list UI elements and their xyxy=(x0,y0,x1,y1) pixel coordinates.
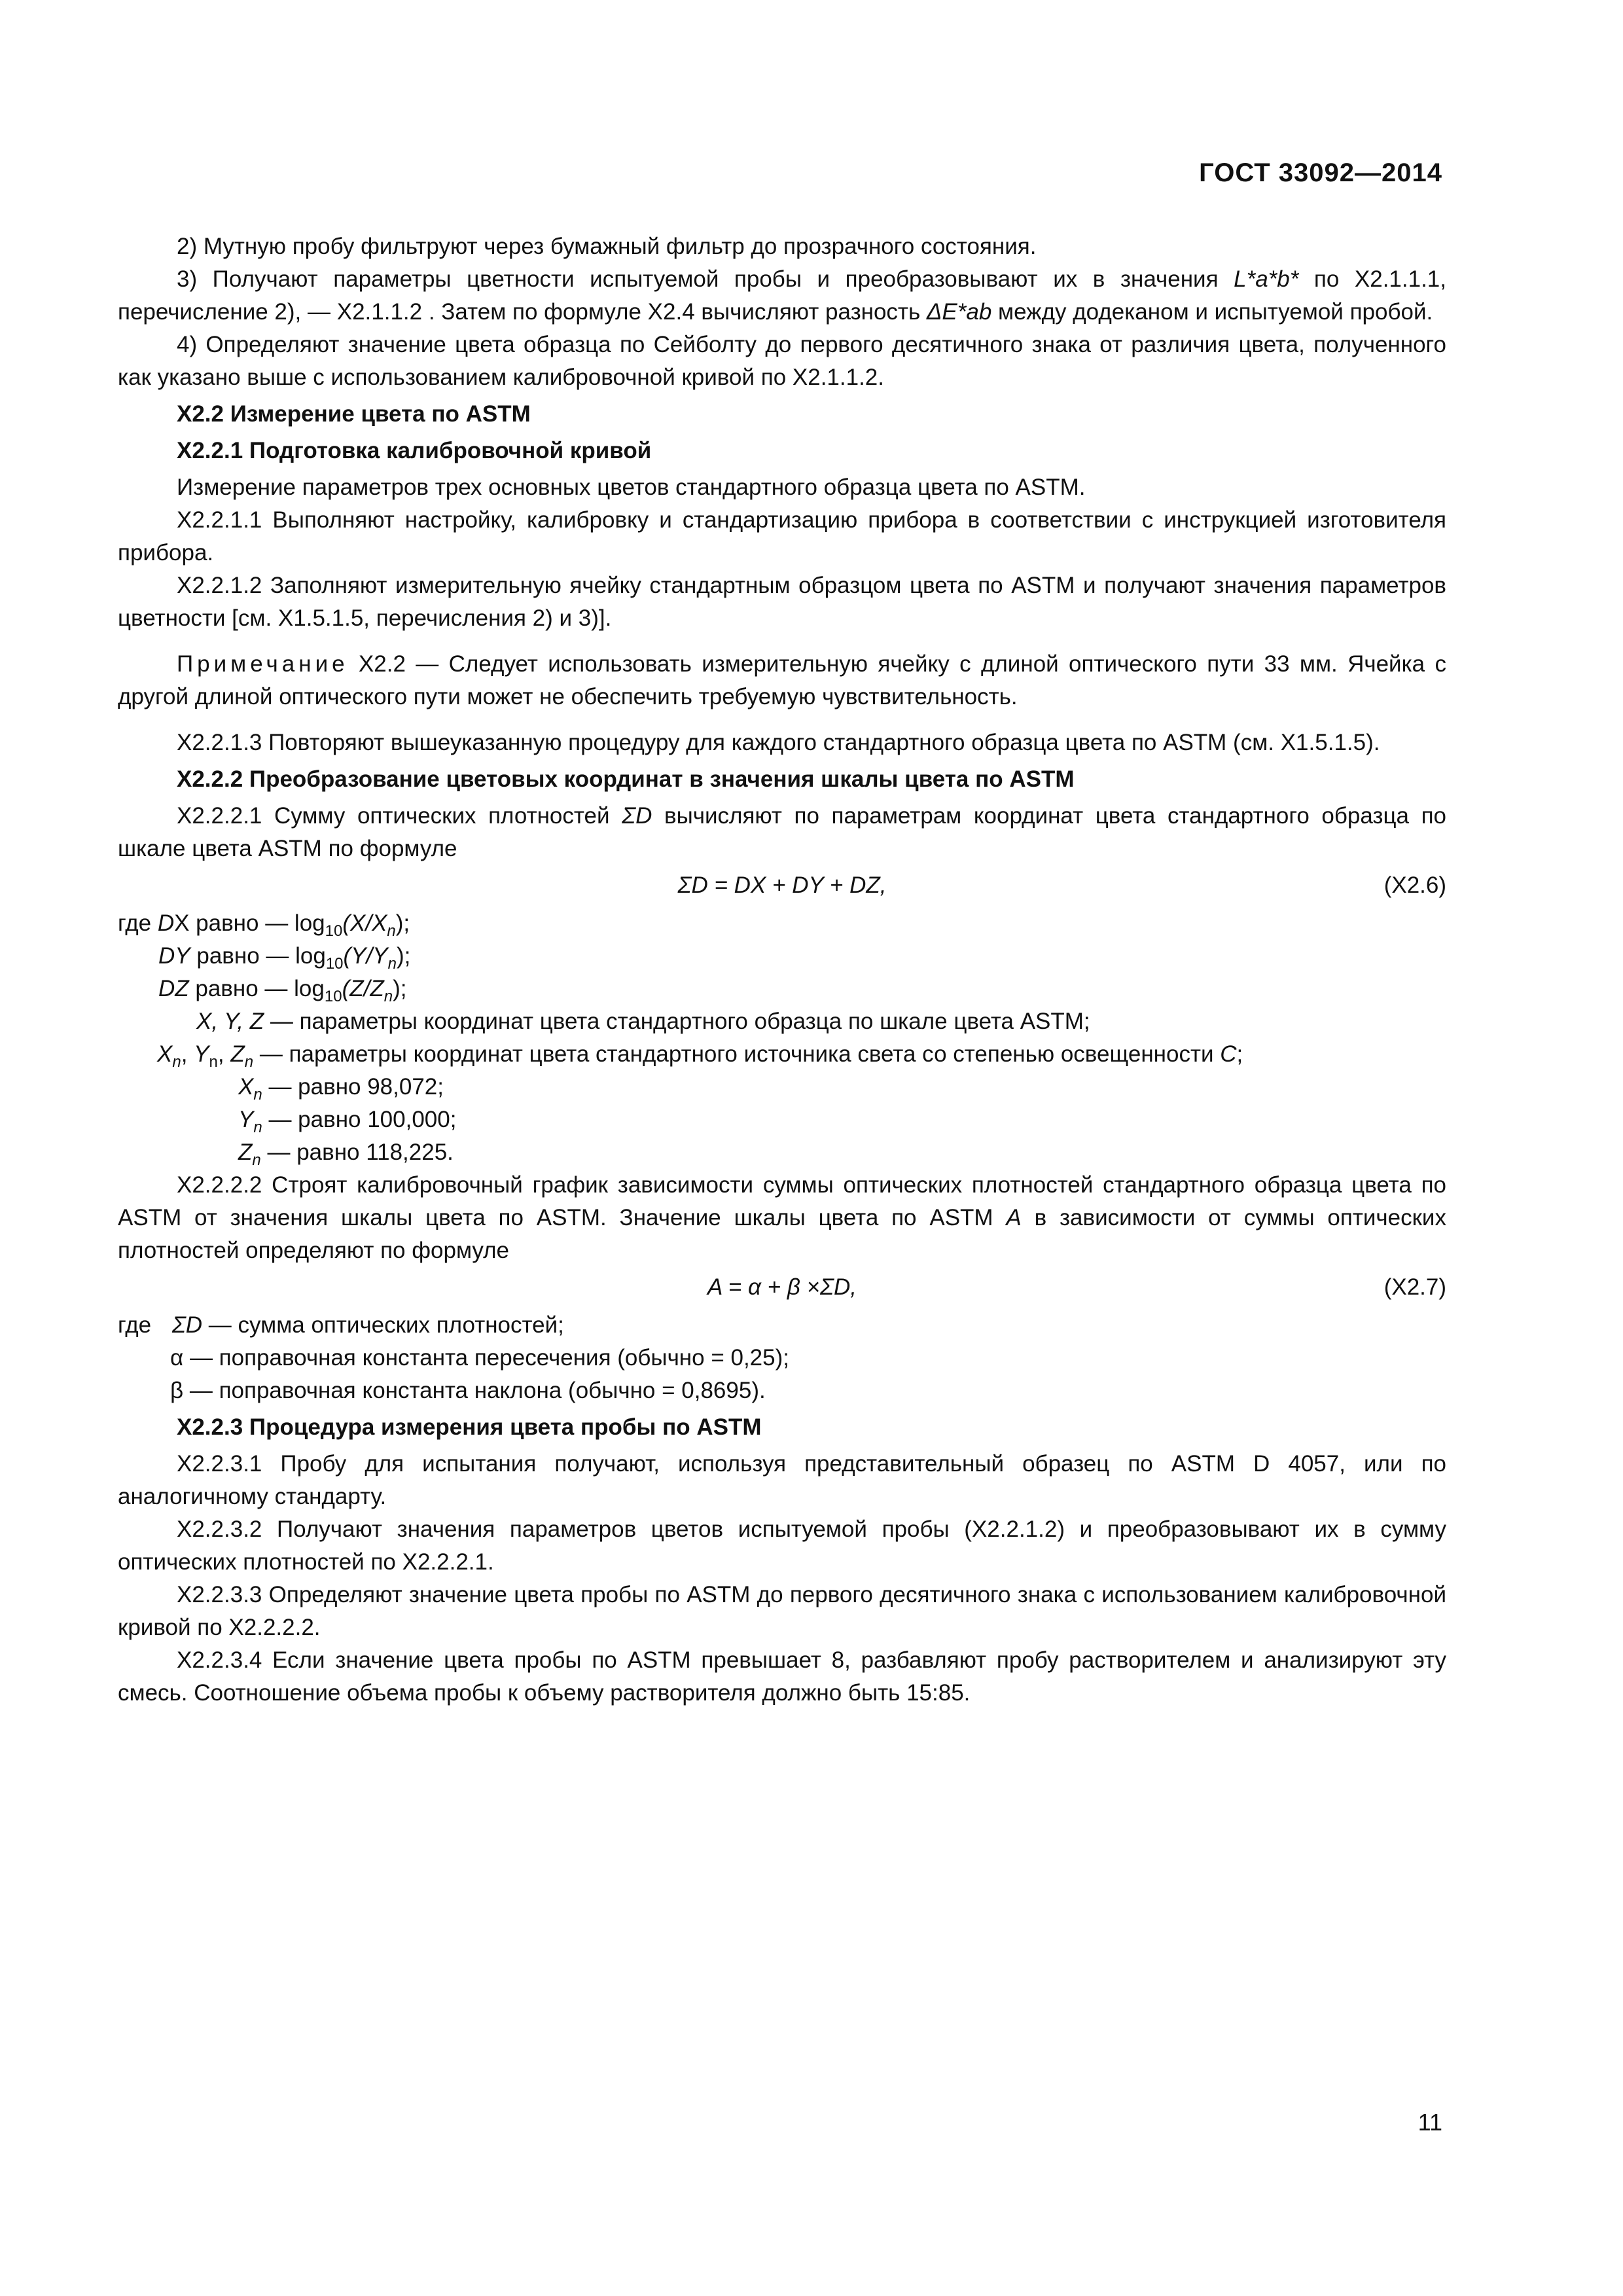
subscript: n xyxy=(383,988,393,1005)
delta-e-symbol: ΔE*ab xyxy=(926,299,992,325)
separator: , xyxy=(181,1041,194,1067)
paragraph-step-4: 4) Определяют значение цвета образца по Сейболту до первого десятичного знака от различия цвета, полученного как указано выше с использованием калибровочной кривой по X2.1.1.2. xyxy=(118,332,1446,390)
text-run: равно — log xyxy=(188,976,325,1001)
definitions-x2-7 xyxy=(118,1309,1446,1407)
subscript: n xyxy=(253,1119,262,1136)
text-run: по X2.1.1.1, перечисление 2), — X2.1.1.2 . Затем по формуле X2.4 вычисляют разность xyxy=(118,266,1446,325)
var: Y xyxy=(194,1041,209,1067)
page-number: 11 xyxy=(1418,2109,1442,2136)
text-run: где xyxy=(118,1312,158,1338)
text-run: в зависимости от суммы оптических плотностей определяют по формуле xyxy=(118,1205,1446,1263)
text-run: — параметры координат цвета стандартного источника света со степенью освещенности xyxy=(253,1041,1221,1067)
text-run: где xyxy=(118,910,158,936)
def-sum-d xyxy=(118,1309,1446,1342)
formula-number: (X2.6) xyxy=(1383,872,1446,898)
text-run: ); xyxy=(395,910,410,936)
var: ΣD xyxy=(171,1312,203,1338)
subscript: 10 xyxy=(324,988,342,1005)
def-xn-yn-zn xyxy=(118,1038,1446,1071)
formula-number: (X2.7) xyxy=(1383,1274,1446,1300)
paragraph-measurement: Измерение параметров трех основных цветов стандартного образца цвета по ASTM. xyxy=(177,475,1086,500)
formula-expression: A = α + β ×ΣD, xyxy=(707,1274,857,1300)
section-heading-x2-2-1: X2.2.1 Подготовка калибровочной кривой xyxy=(177,438,652,463)
a-symbol: A xyxy=(1006,1205,1022,1230)
paragraph-x2-2-1-3: X2.2.1.3 Повторяют вышеуказанную процедуру для каждого стандартного образца цвета по ASTM (см. X1.5.1.5). xyxy=(177,730,1380,755)
text-run: — равно 118,225. xyxy=(260,1139,454,1165)
section-heading-x2-2: X2.2 Измерение цвета по ASTM xyxy=(177,401,531,427)
subscript: n xyxy=(209,1053,218,1071)
def-yn-value xyxy=(118,1103,1446,1136)
text-run: между додеканом и испытуемой пробой. xyxy=(991,299,1433,325)
note-x2-2 xyxy=(118,648,1446,713)
text-run: 3) Получают параметры цветности испытуемой пробы и преобразовывают их в значения xyxy=(177,266,1234,292)
text-run: ); xyxy=(393,976,407,1001)
text-run: — равно 100,000; xyxy=(262,1107,457,1132)
paragraph-x2-2-3-4: X2.2.3.4 Если значение цвета пробы по ASTM превышает 8, разбавляют пробу растворителем и анализируют эту смесь. Соотношение объема пробы к объему растворителя должно быть 15:85. xyxy=(118,1647,1446,1706)
def-dx xyxy=(118,907,1446,940)
text-run: ); xyxy=(396,943,411,969)
subscript: 10 xyxy=(325,922,343,940)
subscript: n xyxy=(387,922,396,940)
text-run: — параметры координат цвета стандартного образца по шкале цвета ASTM; xyxy=(264,1009,1090,1034)
paragraph-x2-2-1-1: X2.2.1.1 Выполняют настройку, калибровку и стандартизацию прибора в соответствии с инструкцией изготовителя прибора. xyxy=(118,507,1446,565)
sum-d-symbol: ΣD xyxy=(622,803,652,829)
subscript: n xyxy=(252,1151,261,1169)
var: D xyxy=(157,910,175,936)
var: Z xyxy=(230,1041,245,1067)
var: X, Y, Z xyxy=(196,1009,264,1034)
subscript: n xyxy=(253,1086,262,1103)
def-alpha: α — поправочная константа пересечения (обычно = 0,25); xyxy=(170,1345,789,1371)
lab-symbol: L*a*b* xyxy=(1234,266,1299,292)
var: Y xyxy=(238,1107,254,1132)
var: X xyxy=(157,1041,173,1067)
subscript: n xyxy=(172,1053,181,1071)
document-body xyxy=(118,230,1446,1710)
def-dy xyxy=(118,940,1446,973)
text-run: X равно — log xyxy=(174,910,325,936)
text-run: — равно 98,072; xyxy=(262,1074,444,1100)
def-xn-value xyxy=(118,1071,1446,1103)
var: (Y/Y xyxy=(343,943,388,969)
var: C xyxy=(1220,1041,1237,1067)
formula-x2-6 xyxy=(118,869,1446,903)
section-heading-x2-2-2: X2.2.2 Преобразование цветовых координат в значения шкалы цвета по ASTM xyxy=(177,766,1075,792)
subscript: n xyxy=(244,1053,254,1071)
paragraph-step-2: 2) Мутную пробу фильтруют через бумажный фильтр до прозрачного состояния. xyxy=(177,234,1037,259)
text-run: X2.2.2.2 Строят калибровочный график зависимости суммы оптических плотностей стандартного образца цвета по ASTM от значения шкалы цвета по ASTM. Значение шкалы цвета по ASTM xyxy=(118,1172,1446,1230)
document-id-header: ГОСТ 33092—2014 xyxy=(1199,158,1442,187)
text-run: — сумма оптических плотностей; xyxy=(202,1312,564,1338)
def-xyz xyxy=(118,1005,1446,1038)
paragraph-x2-2-3-3: X2.2.3.3 Определяют значение цвета пробы по ASTM до первого десятичного знака с использованием калибровочной кривой по X2.2.2.2. xyxy=(118,1582,1446,1640)
def-beta: β — поправочная константа наклона (обычно = 0,8695). xyxy=(170,1378,766,1403)
subscript: 10 xyxy=(325,955,344,973)
paragraph-x2-2-2-2 xyxy=(118,1169,1446,1267)
text-run: X2.2.2.1 Сумму оптических плотностей xyxy=(177,803,622,829)
formula-x2-7 xyxy=(118,1271,1446,1305)
formula-expression: ΣD = DX + DY + DZ, xyxy=(677,872,887,898)
paragraph-x2-2-1-2: X2.2.1.2 Заполняют измерительную ячейку стандартным образцом цвета по ASTM и получают значения параметров цветности [см. X1.5.1.5, перечисления 2) и 3)]. xyxy=(118,573,1446,631)
def-zn-value xyxy=(118,1136,1446,1169)
note-text: X2.2 — Следует использовать измерительную ячейку с длиной оптического пути 33 мм. Ячейка с другой длиной оптического пути может не обеспечить требуемую чувствительность. xyxy=(118,651,1446,709)
var: X xyxy=(238,1074,254,1100)
paragraph-x2-2-2-1 xyxy=(118,800,1446,865)
separator: , xyxy=(217,1041,231,1067)
subscript: n xyxy=(387,955,397,973)
text-run: ; xyxy=(1236,1041,1243,1067)
paragraph-x2-2-3-1: X2.2.3.1 Пробу для испытания получают, используя представительный образец по ASTM D 4057, или по аналогичному стандарту. xyxy=(118,1451,1446,1509)
text-run: равно — log xyxy=(190,943,326,969)
var: DY xyxy=(158,943,190,969)
var: Z xyxy=(238,1139,253,1165)
paragraph-step-3 xyxy=(118,263,1446,329)
paragraph-x2-2-3-2: X2.2.3.2 Получают значения параметров цветов испытуемой пробы (X2.2.1.2) и преобразовывают их в сумму оптических плотностей по X2.2.2.1. xyxy=(118,1516,1446,1575)
var: DZ xyxy=(158,976,189,1001)
var: (Z/Z xyxy=(342,976,384,1001)
note-label: Примечание xyxy=(177,651,349,677)
text-run: вычисляют по параметрам координат цвета стандартного образца по шкале цвета ASTM по формуле xyxy=(118,803,1446,861)
var: (X/X xyxy=(342,910,387,936)
section-heading-x2-2-3: X2.2.3 Процедура измерения цвета пробы по ASTM xyxy=(177,1414,762,1440)
definitions-x2-6 xyxy=(118,907,1446,1169)
def-dz xyxy=(118,973,1446,1005)
